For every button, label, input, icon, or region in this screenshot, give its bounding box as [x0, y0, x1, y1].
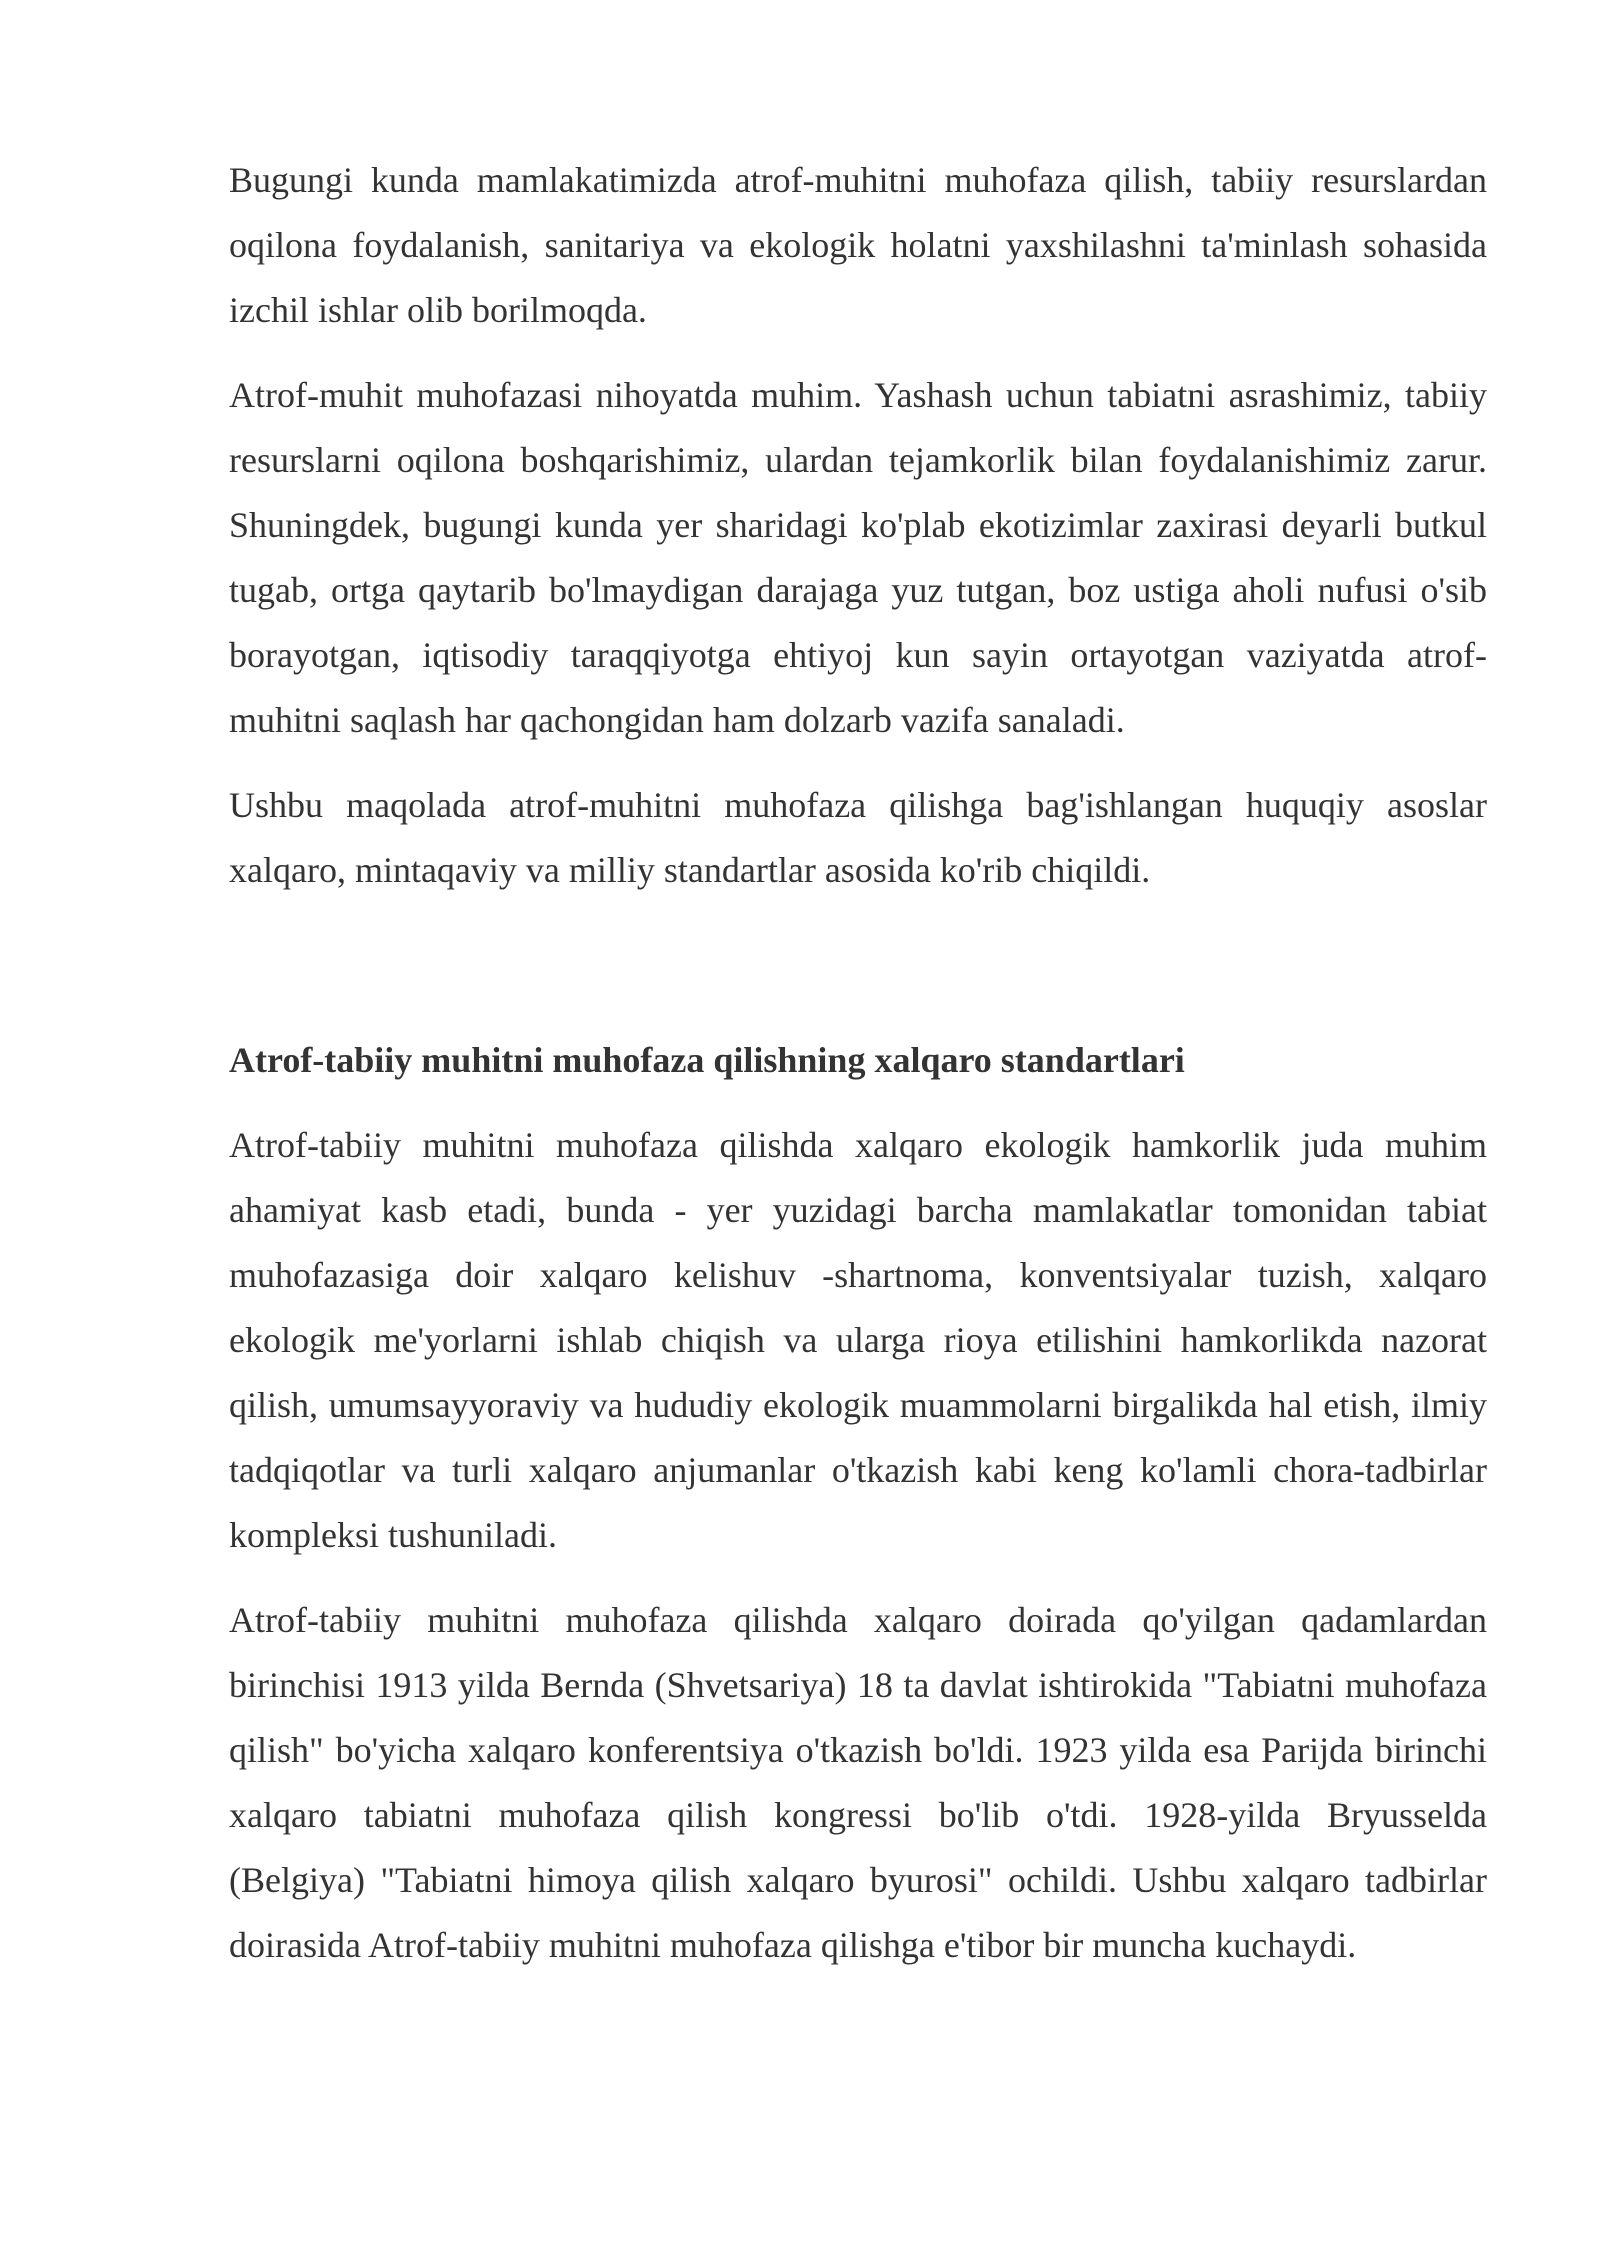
section-paragraph-2: Atrof-tabiiy muhitni muhofaza qilishda xalqaro doirada qo'yilgan qadamlardan birinchisi 1913 yilda Bernda (Shvetsariya) 18 ta davlat ishtirokida "Tabiatni muhofaza qilish" bo'yicha xalqaro konferentsiya o'tkazish bo'ldi. 1923 yilda esa Parijda birinchi xalqaro tabiatni muhofaza qilish kongressi bo'lib o'tdi. 1928-yilda Bryusselda (Belgiya) "Tabiatni himoya qilish xalqaro byurosi" ochildi. Ushbu xalqaro tadbirlar doirasida Atrof-tabiiy muhitni muhofaza qilishga e'tibor bir muncha kuchaydi.	[229, 1600, 1487, 1965]
document-body	[229, 148, 1487, 1998]
intro-paragraph-3: Ushbu maqolada atrof-muhitni muhofaza qilishga bag'ishlangan huquqiy asoslar xalqaro, mintaqaviy va milliy standartlar asosida ko'rib chiqildi.	[229, 785, 1487, 890]
section-paragraph-1: Atrof-tabiiy muhitni muhofaza qilishda xalqaro ekologik hamkorlik juda muhim ahamiyat kasb etadi, bunda - yer yuzidagi barcha mamlakatlar tomonidan tabiat muhofazasiga doir xalqaro kelishuv -shartnoma, konventsiyalar tuzish, xalqaro ekologik me'yorlarni ishlab chiqish va ularga rioya etilishini hamkorlikda nazorat qilish, umumsayyoraviy va hududiy ekologik muammolarni birgalikda hal etish, ilmiy tadqiqotlar va turli xalqaro anjumanlar o'tkazish kabi keng ko'lamli chora-tadbirlar kompleksi tushuniladi.	[229, 1125, 1487, 1555]
intro-paragraph-2: Atrof-muhit muhofazasi nihoyatda muhim. Yashash uchun tabiatni asrashimiz, tabiiy resurslarni oqilona boshqarishimiz, ulardan tejamkorlik bilan foydalanishimiz zarur. Shuningdek, bugungi kunda yer sharidagi ko'plab ekotizimlar zaxirasi deyarli butkul tugab, ortga qaytarib bo'lmaydigan darajaga yuz tutgan, boz ustiga aholi nufusi o'sib borayotgan, iqtisodiy taraqqiyotga ehtiyoj kun sayin ortayotgan vaziyatda atrof-muhitni saqlash har qachongidan ham dolzarb vazifa sanaladi.	[229, 375, 1487, 740]
section-heading: Atrof-tabiiy muhitni muhofaza qilishning xalqaro standartlari	[229, 1040, 1185, 1080]
intro-paragraph-1: Bugungi kunda mamlakatimizda atrof-muhitni muhofaza qilish, tabiiy resurslardan oqilona foydalanish, sanitariya va ekologik holatni yaxshilashni ta'minlash sohasida izchil ishlar olib borilmoqda.	[229, 160, 1487, 330]
section-spacer	[229, 923, 1487, 1028]
